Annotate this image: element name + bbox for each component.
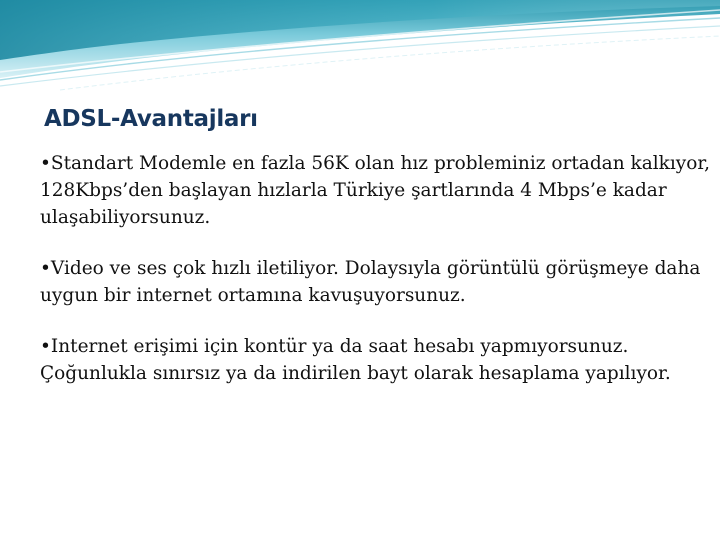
slide-body bbox=[40, 150, 716, 411]
bullet-paragraph bbox=[40, 333, 716, 387]
bullet-paragraph bbox=[40, 150, 716, 231]
bullet-icon: • bbox=[40, 258, 51, 279]
paragraph-text: Video ve ses çok hızlı iletiliyor. Dolaysıyla görüntülü görüşmeye daha uygun bir internet ortamına kavuşuyorsunuz. bbox=[40, 258, 701, 306]
header-wave-decoration bbox=[0, 0, 720, 100]
paragraph-text: Internet erişimi için kontür ya da saat hesabı yapmıyorsunuz. Çoğunlukla sınırsız ya da indirilen bayt olarak hesaplama yapılıyor. bbox=[40, 336, 671, 384]
paragraph-text: Standart Modemle en fazla 56K olan hız probleminiz ortadan kalkıyor, 128Kbps’den başlayan hızlarla Türkiye şartlarında 4 Mbps’e kadar ulaşabiliyorsunuz. bbox=[40, 153, 711, 228]
slide-title: ADSL-Avantajları bbox=[44, 106, 258, 132]
bullet-paragraph bbox=[40, 255, 716, 309]
bullet-icon: • bbox=[40, 336, 51, 357]
bullet-icon: • bbox=[40, 153, 51, 174]
